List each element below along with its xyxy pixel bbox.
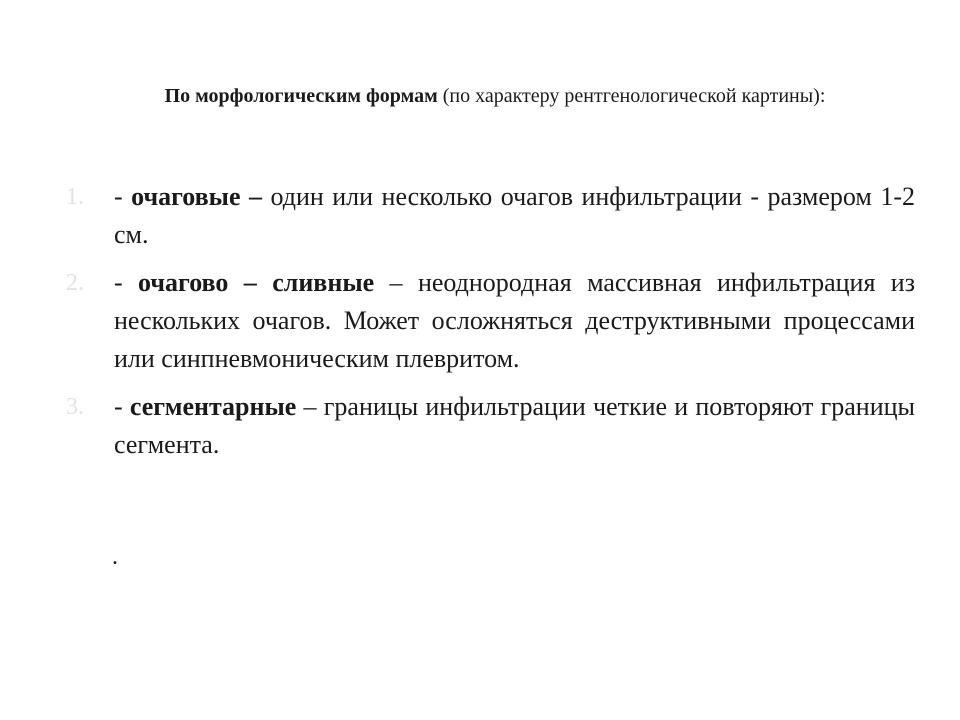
item-description: – границы инфильтрации четкие и повторяют границы сегмента. xyxy=(114,392,915,459)
heading-bold-text: По морфологическим формам xyxy=(164,85,438,107)
list-item-number: 3. xyxy=(66,394,84,420)
list-item-text xyxy=(114,388,915,464)
list-item-text xyxy=(114,178,915,254)
classification-list xyxy=(0,178,960,474)
item-description: – неоднородная массивная инфильтрация из нескольких очагов. Может осложняться деструктивными процессами или синпневмоническим плевритом. xyxy=(114,268,915,373)
footer-dot: . xyxy=(112,544,118,570)
item-prefix: - xyxy=(114,392,130,421)
item-term: сегментарные xyxy=(129,392,297,421)
heading-normal-text: (по характеру рентгенологической картины): xyxy=(437,85,826,107)
list-item-number: 2. xyxy=(66,270,84,296)
item-term: очаговые – xyxy=(131,182,262,211)
list-item xyxy=(0,178,960,254)
item-prefix: - xyxy=(114,182,132,211)
list-item xyxy=(0,264,960,378)
item-description: один или несколько очагов инфильтрации - размером 1-2 см. xyxy=(114,182,915,249)
list-item-number: 1. xyxy=(66,184,84,210)
item-prefix: - xyxy=(114,268,139,297)
slide-heading xyxy=(100,80,890,113)
list-item-text xyxy=(114,264,915,378)
list-item xyxy=(0,388,960,464)
item-term: очагово – сливные xyxy=(138,268,375,297)
